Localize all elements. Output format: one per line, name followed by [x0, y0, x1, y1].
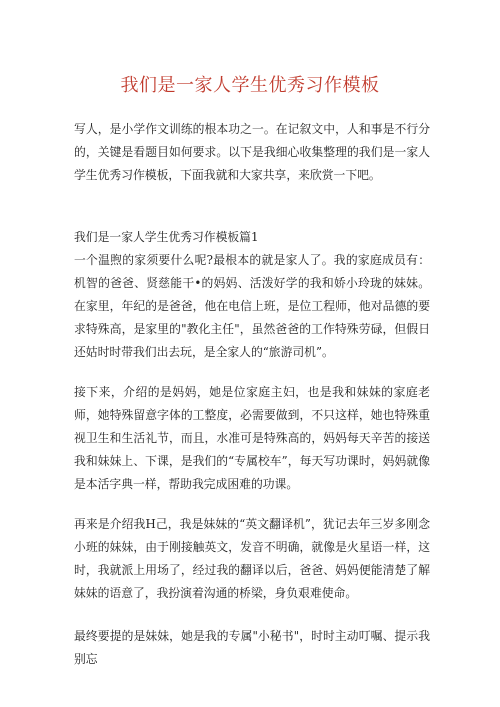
body-paragraph-3: 再来是介绍我H己，我是妹妹的“英文翻译机”，犹记去年三岁多刚念小班的妹妹，由于刚接触英文，发音不明确，就像是火星语一样，这时，我就派上用场了，经过我的翻译以后，爸爸、妈妈便能清楚了解妹妹的语意了，我扮演着沟通的桥梁，身负艰难使命。 — [74, 517, 430, 600]
body-paragraph-1: 一个温煦的家须要什么呢?最根本的就是家人了。我的家庭成员有：机智的爸爸、贤慈能干•的妈妈、活泼好学的我和娇小玲珑的妹妹。在家里，年纪的是爸爸，他在电信上班，是位工程师，他对品德的要求特殊高，是家里的"教化主任"，虽然爸爸的工作特殊劳碌，但假日还姑时时带我们出去玩，是全家人的“旅游司机”。 — [74, 253, 430, 359]
section-heading: 我们是一家人学生优秀习作模板篇1 — [74, 230, 259, 244]
body-paragraph-4: 最终要提的是妹妹，她是我的专属"小秘书"，时时主动叮嘱、提示我别忘 — [74, 629, 430, 666]
body-paragraph-2: 接下来，介绍的是妈妈，她是位家庭主妇，也是我和妹妹的家庭老师，她特殊留意字体的工整度，必需要做到，不只这样，她也特殊重视卫生和生活礼节，而且，水准可是特殊高的，妈妈每天辛苦的接送我和妹妹上、下课，是我们的“专属校车”，每天写功课时，妈妈就像是本活字典一样，帮助我完成困难的功课。 — [74, 385, 430, 491]
document-title: 我们是一家人学生优秀习作模板 — [120, 75, 380, 96]
intro-paragraph: 写人，是小学作文训练的根本功之一。在记叙文中，人和事是不行分的，关键是看题目如何要求。以下是我细心收集整理的我们是一家人学生优秀习作模板，下面我就和大家共享，来欣赏一下吧。 — [74, 122, 430, 182]
